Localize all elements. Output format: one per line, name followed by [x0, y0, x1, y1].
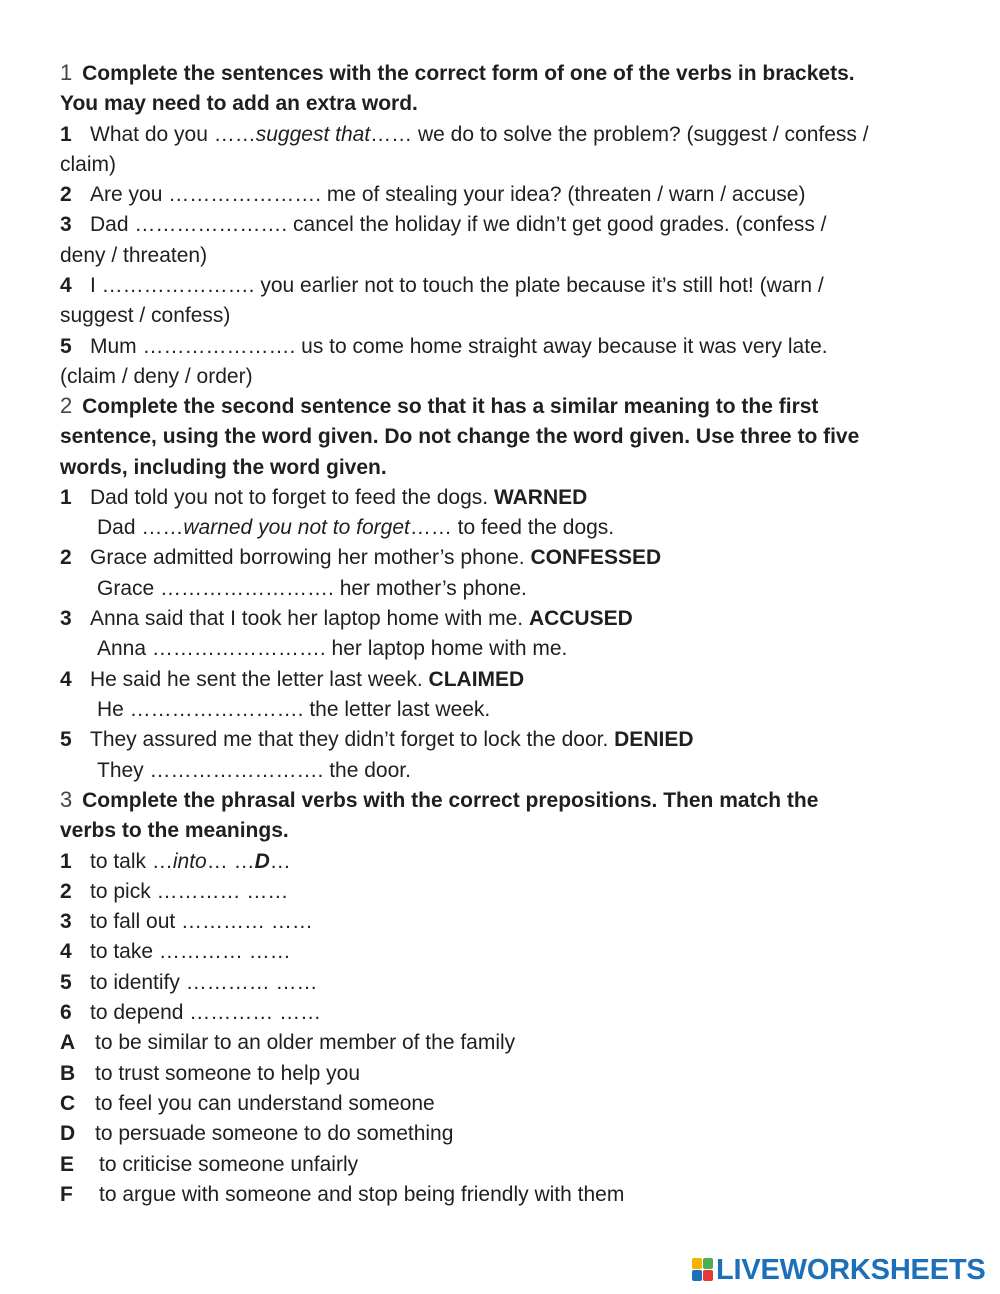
- s1-item-1-answer[interactable]: suggest that: [255, 122, 371, 146]
- brand-name: LIVEWORKSHEETS: [716, 1253, 986, 1286]
- section-1-title-cont: You may need to add an extra word.: [60, 92, 418, 116]
- s2-item-4-answer-line[interactable]: He ……………………. the letter last week.: [97, 697, 491, 721]
- s2-item-5: 5 They assured me that they didn’t forget to lock the door. DENIED: [60, 728, 694, 752]
- section-2-title: 2 Complete the second sentence so that it has a similar meaning to the first: [60, 393, 819, 418]
- s3-verb-1-match[interactable]: D: [254, 849, 270, 873]
- section-1: 1 Complete the sentences with the correct form of one of the verbs in brackets. You may need to add an extra word. 1 What do you ……suggest that…… we do to solve the problem? (suggest / confess / claim) 2 Are you …………………. me of stealing your idea? (threaten / warn / accuse) 3 Dad …………………. cancel the holiday if we didn’t get good grades. (confess / deny / threaten) 4 I …………………. you earlier not to touch the plate because it’s still hot! (warn / suggest / confess) 5 Mum …………………. us to come home straight away because it was very late. (claim / deny / order): [60, 58, 950, 392]
- key-word: WARNED: [493, 485, 588, 509]
- s2-item-1-answer[interactable]: warned you not to forget: [183, 516, 410, 540]
- s1-item-5: 5 Mum …………………. us to come home straight away because it was very late.: [60, 334, 828, 358]
- s3-verb-4[interactable]: 4 to take ………… ……: [60, 940, 291, 964]
- s3-verb-5[interactable]: 5 to identify ………… ……: [60, 970, 318, 994]
- s3-verb-6[interactable]: 6 to depend ………… ……: [60, 1001, 322, 1025]
- section-2: 2 Complete the second sentence so that it has a similar meaning to the first sentence, using the word given. Do not change the word given. Use three to five words, including the word given. 1 Dad told you not to forget to feed the dogs. WARNED Dad ……warned you not to forget…… to feed the dogs. 2 Grace admitted borrowing her mother’s phone. CONFESSED Grace ……………………. her mother’s phone. 3 Anna said that I took her laptop home with me. ACCUSED Anna ……………………. her laptop home with me. 4 He said he sent the letter last week. CLAIMED He ……………………. the letter last week. 5 They assured me that they didn’t forget to lock the door. DENIED They ……………………. the door.: [60, 391, 950, 786]
- section-3: 3 Complete the phrasal verbs with the correct prepositions. Then match the verbs to the meanings. 1 to talk …into… …D… 2 to pick ………… …… 3 to fall out ………… …… 4 to take ………… …… 5 to identify ………… …… 6 to depend ………… …… A to be similar to an older member of the family B to trust someone to help you C to feel you can understand someone D to persuade someone to do something E to criticise someone unfairly F to argue with someone and stop being friendly with them: [60, 785, 950, 1210]
- s3-meaning-e: E to criticise someone unfairly: [60, 1152, 359, 1176]
- s2-item-3-answer-line[interactable]: Anna ……………………. her laptop home with me.: [97, 637, 568, 661]
- key-word: CONFESSED: [530, 546, 662, 570]
- s3-meaning-f: F to argue with someone and stop being friendly with them: [60, 1182, 625, 1206]
- s2-item-2: 2 Grace admitted borrowing her mother’s phone. CONFESSED: [60, 546, 662, 570]
- liveworksheets-logo-icon: [692, 1258, 714, 1282]
- s3-verb-1-answer[interactable]: into: [172, 849, 207, 873]
- s1-item-4: 4 I …………………. you earlier not to touch the plate because it’s still hot! (warn /: [60, 274, 824, 298]
- s2-item-1: 1 Dad told you not to forget to feed the dogs. WARNED: [60, 485, 588, 509]
- s3-verb-1: 1 to talk …into… …D…: [60, 849, 291, 873]
- s3-verb-2[interactable]: 2 to pick ………… ……: [60, 879, 289, 903]
- section-1-title: 1 Complete the sentences with the correct form of one of the verbs in brackets.: [60, 60, 855, 85]
- s2-item-1-answer-line: Dad ……warned you not to forget…… to feed the dogs.: [97, 516, 615, 540]
- key-word: DENIED: [614, 728, 694, 752]
- s3-meaning-a: A to be similar to an older member of the family: [60, 1031, 516, 1055]
- s1-item-2: 2 Are you …………………. me of stealing your idea? (threaten / warn / accuse): [60, 183, 806, 207]
- s3-meaning-c: C to feel you can understand someone: [60, 1091, 435, 1115]
- section-3-title: 3 Complete the phrasal verbs with the correct prepositions. Then match the: [60, 787, 819, 812]
- s2-item-2-answer-line[interactable]: Grace ……………………. her mother’s phone.: [97, 576, 527, 600]
- s1-item-1: 1 What do you ……suggest that…… we do to solve the problem? (suggest / confess /: [60, 122, 869, 146]
- s2-item-3: 3 Anna said that I took her laptop home with me. ACCUSED: [60, 607, 633, 631]
- s3-verb-3[interactable]: 3 to fall out ………… ……: [60, 910, 313, 934]
- key-word: ACCUSED: [528, 607, 633, 631]
- key-word: CLAIMED: [428, 667, 525, 691]
- s2-item-4: 4 He said he sent the letter last week. CLAIMED: [60, 667, 525, 691]
- s3-meaning-b: B to trust someone to help you: [60, 1061, 360, 1085]
- s1-item-3: 3 Dad …………………. cancel the holiday if we didn’t get good grades. (confess /: [60, 213, 827, 237]
- s3-meaning-d: D to persuade someone to do something: [60, 1122, 454, 1146]
- s2-item-5-answer-line[interactable]: They ……………………. the door.: [97, 758, 411, 782]
- liveworksheets-logo[interactable]: [692, 1254, 986, 1286]
